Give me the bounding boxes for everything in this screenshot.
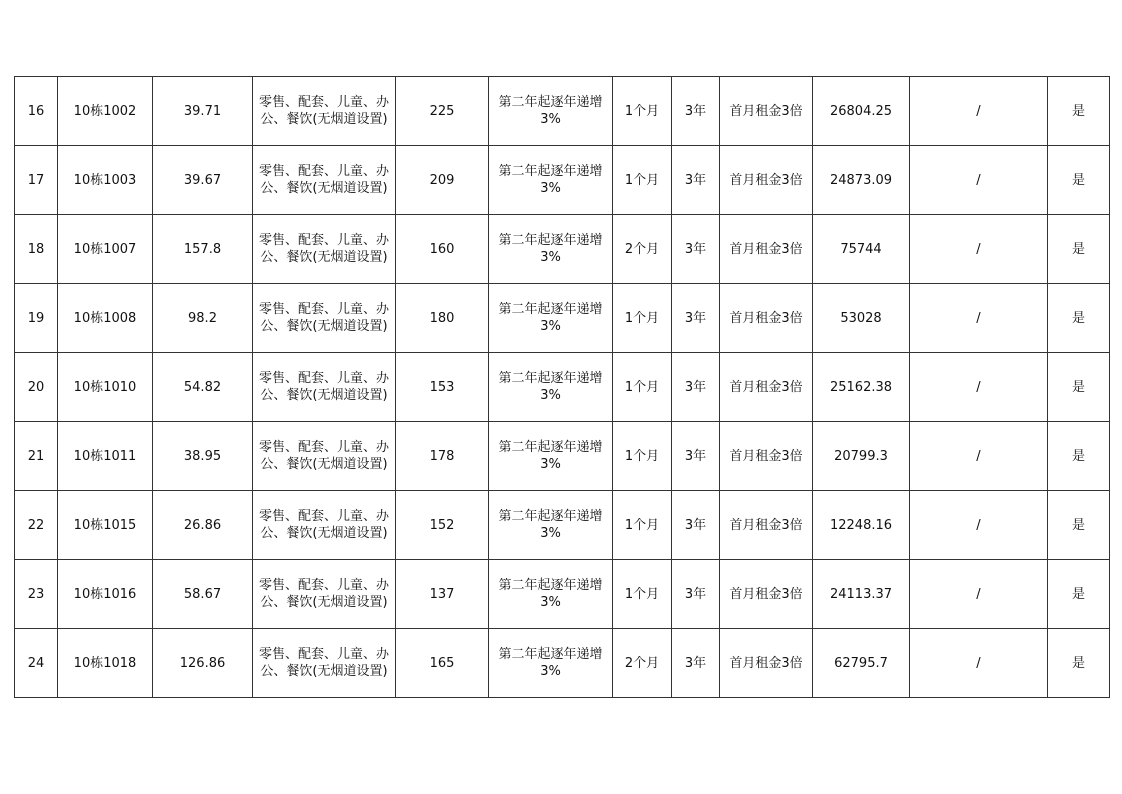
usage-line-2: 公、餐饮(无烟道设置): [260, 664, 388, 679]
unit-cell: 10栋1007: [58, 215, 153, 284]
lease-term-cell: 3年: [672, 146, 720, 215]
rent-increase-line-1: 第二年起逐年递增: [498, 302, 603, 317]
rent-increase-line-1: 第二年起逐年递增: [498, 440, 603, 455]
free-period-cell: 1个月: [613, 422, 672, 491]
usage-line-1: 零售、配套、儿童、办: [258, 440, 389, 455]
flag-cell: 是: [1048, 146, 1110, 215]
unit-cell: 10栋1002: [58, 77, 153, 146]
rent-increase-line-1: 第二年起逐年递增: [498, 95, 603, 110]
deposit-cell: 首月租金3倍: [720, 284, 813, 353]
amount-cell: 24873.09: [813, 146, 910, 215]
flag-cell: 是: [1048, 215, 1110, 284]
rent-increase-line-1: 第二年起逐年递增: [498, 647, 603, 662]
table-row: [15, 284, 1110, 353]
table-row: [15, 77, 1110, 146]
free-period-cell: 1个月: [613, 146, 672, 215]
usage-line-2: 公、餐饮(无烟道设置): [260, 112, 388, 127]
deposit-cell: 首月租金3倍: [720, 560, 813, 629]
note-cell: /: [910, 284, 1048, 353]
note-cell: /: [910, 215, 1048, 284]
free-period-cell: 2个月: [613, 629, 672, 698]
row-number-cell: 21: [15, 422, 58, 491]
lease-term-cell: 3年: [672, 353, 720, 422]
usage-cell: [253, 215, 396, 284]
unit-price-cell: 153: [396, 353, 489, 422]
unit-cell: 10栋1015: [58, 491, 153, 560]
usage-cell: [253, 629, 396, 698]
rent-increase-cell: [489, 491, 613, 560]
rent-increase-cell: [489, 629, 613, 698]
usage-line-2: 公、餐饮(无烟道设置): [260, 388, 388, 403]
usage-cell: [253, 560, 396, 629]
table-row: [15, 629, 1110, 698]
rent-increase-cell: [489, 215, 613, 284]
lease-term-cell: 3年: [672, 77, 720, 146]
note-cell: /: [910, 560, 1048, 629]
amount-cell: 24113.37: [813, 560, 910, 629]
rent-increase-cell: [489, 77, 613, 146]
usage-line-1: 零售、配套、儿童、办: [258, 233, 389, 248]
usage-line-2: 公、餐饮(无烟道设置): [260, 526, 388, 541]
free-period-cell: 1个月: [613, 284, 672, 353]
usage-line-1: 零售、配套、儿童、办: [258, 578, 389, 593]
rent-increase-cell: [489, 422, 613, 491]
unit-price-cell: 209: [396, 146, 489, 215]
unit-price-cell: 165: [396, 629, 489, 698]
rent-increase-cell: [489, 353, 613, 422]
table-row: [15, 491, 1110, 560]
row-number-cell: 22: [15, 491, 58, 560]
unit-cell: 10栋1018: [58, 629, 153, 698]
flag-cell: 是: [1048, 77, 1110, 146]
lease-term-cell: 3年: [672, 422, 720, 491]
area-cell: 126.86: [153, 629, 253, 698]
rent-increase-line-1: 第二年起逐年递增: [498, 371, 603, 386]
amount-cell: 75744: [813, 215, 910, 284]
table-row: [15, 560, 1110, 629]
usage-line-1: 零售、配套、儿童、办: [258, 95, 389, 110]
amount-cell: 26804.25: [813, 77, 910, 146]
usage-cell: [253, 422, 396, 491]
table-body: [15, 77, 1110, 698]
flag-cell: 是: [1048, 560, 1110, 629]
usage-line-1: 零售、配套、儿童、办: [258, 164, 389, 179]
rent-increase-line-2: 3%: [540, 250, 561, 265]
amount-cell: 20799.3: [813, 422, 910, 491]
deposit-cell: 首月租金3倍: [720, 77, 813, 146]
usage-cell: [253, 491, 396, 560]
rent-increase-cell: [489, 146, 613, 215]
deposit-cell: 首月租金3倍: [720, 422, 813, 491]
free-period-cell: 1个月: [613, 491, 672, 560]
table-row: [15, 353, 1110, 422]
unit-price-cell: 225: [396, 77, 489, 146]
flag-cell: 是: [1048, 422, 1110, 491]
note-cell: /: [910, 422, 1048, 491]
usage-line-2: 公、餐饮(无烟道设置): [260, 250, 388, 265]
table-row: [15, 146, 1110, 215]
lease-term-cell: 3年: [672, 215, 720, 284]
lease-term-cell: 3年: [672, 284, 720, 353]
row-number-cell: 17: [15, 146, 58, 215]
area-cell: 26.86: [153, 491, 253, 560]
note-cell: /: [910, 146, 1048, 215]
deposit-cell: 首月租金3倍: [720, 491, 813, 560]
area-cell: 58.67: [153, 560, 253, 629]
rent-increase-line-2: 3%: [540, 664, 561, 679]
note-cell: /: [910, 629, 1048, 698]
unit-cell: 10栋1008: [58, 284, 153, 353]
unit-price-cell: 137: [396, 560, 489, 629]
usage-line-2: 公、餐饮(无烟道设置): [260, 595, 388, 610]
note-cell: /: [910, 77, 1048, 146]
row-number-cell: 18: [15, 215, 58, 284]
area-cell: 54.82: [153, 353, 253, 422]
lease-table: [14, 76, 1110, 698]
rent-increase-line-1: 第二年起逐年递增: [498, 164, 603, 179]
unit-cell: 10栋1010: [58, 353, 153, 422]
rent-increase-line-2: 3%: [540, 181, 561, 196]
amount-cell: 62795.7: [813, 629, 910, 698]
deposit-cell: 首月租金3倍: [720, 629, 813, 698]
rent-increase-line-2: 3%: [540, 319, 561, 334]
row-number-cell: 20: [15, 353, 58, 422]
usage-line-1: 零售、配套、儿童、办: [258, 509, 389, 524]
area-cell: 39.71: [153, 77, 253, 146]
table-row: [15, 422, 1110, 491]
usage-cell: [253, 284, 396, 353]
rent-increase-line-1: 第二年起逐年递增: [498, 578, 603, 593]
rent-increase-cell: [489, 560, 613, 629]
rent-increase-line-1: 第二年起逐年递增: [498, 509, 603, 524]
lease-term-cell: 3年: [672, 491, 720, 560]
rent-increase-line-2: 3%: [540, 526, 561, 541]
usage-line-1: 零售、配套、儿童、办: [258, 302, 389, 317]
row-number-cell: 19: [15, 284, 58, 353]
area-cell: 157.8: [153, 215, 253, 284]
amount-cell: 25162.38: [813, 353, 910, 422]
unit-cell: 10栋1011: [58, 422, 153, 491]
row-number-cell: 24: [15, 629, 58, 698]
area-cell: 38.95: [153, 422, 253, 491]
unit-price-cell: 152: [396, 491, 489, 560]
rent-increase-line-1: 第二年起逐年递增: [498, 233, 603, 248]
usage-line-2: 公、餐饮(无烟道设置): [260, 457, 388, 472]
flag-cell: 是: [1048, 353, 1110, 422]
amount-cell: 53028: [813, 284, 910, 353]
free-period-cell: 1个月: [613, 77, 672, 146]
usage-line-1: 零售、配套、儿童、办: [258, 371, 389, 386]
unit-price-cell: 160: [396, 215, 489, 284]
usage-cell: [253, 146, 396, 215]
flag-cell: 是: [1048, 491, 1110, 560]
rent-increase-line-2: 3%: [540, 595, 561, 610]
amount-cell: 12248.16: [813, 491, 910, 560]
deposit-cell: 首月租金3倍: [720, 215, 813, 284]
free-period-cell: 1个月: [613, 353, 672, 422]
free-period-cell: 2个月: [613, 215, 672, 284]
usage-line-2: 公、餐饮(无烟道设置): [260, 181, 388, 196]
area-cell: 39.67: [153, 146, 253, 215]
note-cell: /: [910, 353, 1048, 422]
unit-price-cell: 180: [396, 284, 489, 353]
unit-cell: 10栋1016: [58, 560, 153, 629]
usage-line-1: 零售、配套、儿童、办: [258, 647, 389, 662]
rent-increase-line-2: 3%: [540, 112, 561, 127]
flag-cell: 是: [1048, 284, 1110, 353]
unit-price-cell: 178: [396, 422, 489, 491]
row-number-cell: 23: [15, 560, 58, 629]
usage-cell: [253, 77, 396, 146]
rent-increase-line-2: 3%: [540, 457, 561, 472]
area-cell: 98.2: [153, 284, 253, 353]
rent-increase-cell: [489, 284, 613, 353]
table-row: [15, 215, 1110, 284]
rent-increase-line-2: 3%: [540, 388, 561, 403]
flag-cell: 是: [1048, 629, 1110, 698]
usage-line-2: 公、餐饮(无烟道设置): [260, 319, 388, 334]
lease-term-cell: 3年: [672, 560, 720, 629]
note-cell: /: [910, 491, 1048, 560]
deposit-cell: 首月租金3倍: [720, 353, 813, 422]
unit-cell: 10栋1003: [58, 146, 153, 215]
row-number-cell: 16: [15, 77, 58, 146]
free-period-cell: 1个月: [613, 560, 672, 629]
lease-term-cell: 3年: [672, 629, 720, 698]
usage-cell: [253, 353, 396, 422]
deposit-cell: 首月租金3倍: [720, 146, 813, 215]
